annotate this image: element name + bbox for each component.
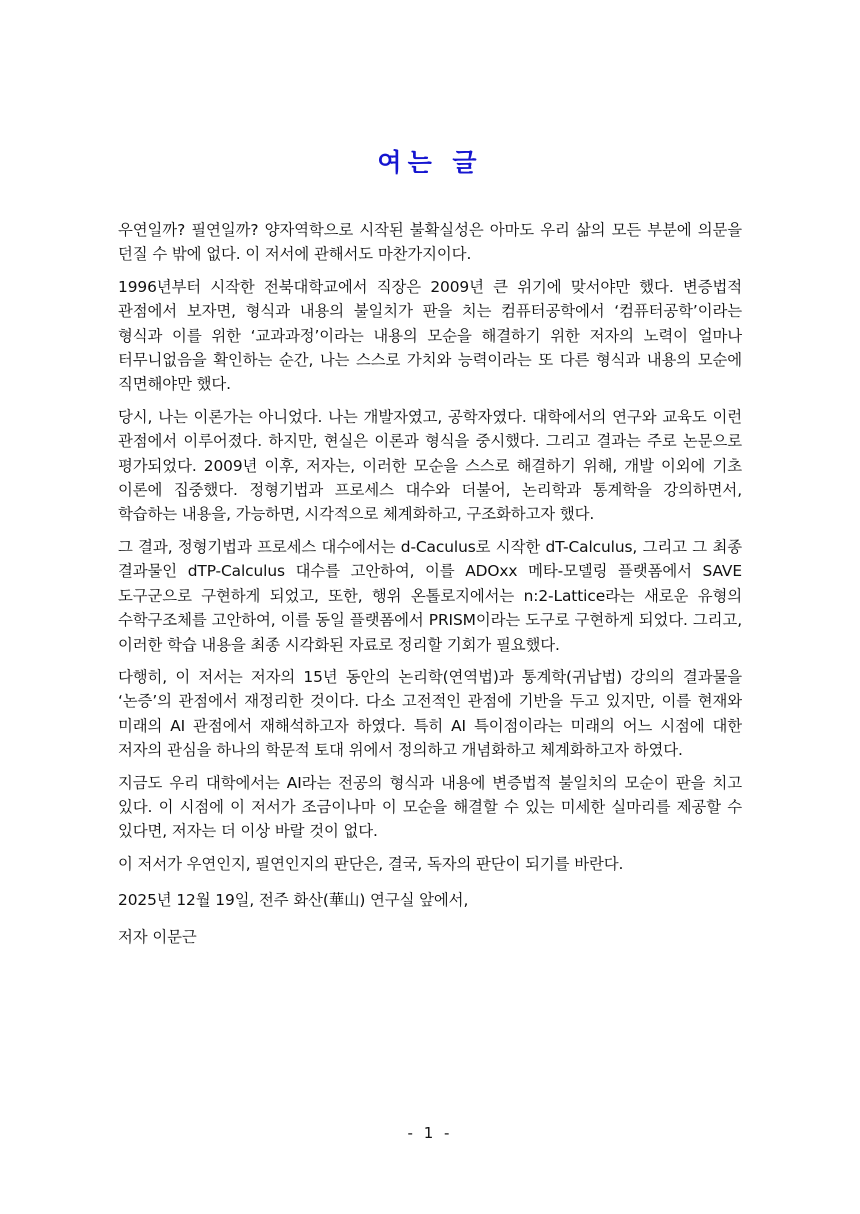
paragraph-5: 다행히, 이 저서는 저자의 15년 동안의 논리학(연역법)과 통계학(귀납법) 강의의 결과물을 ‘논증’의 관점에서 재정리한 것이다. 다소 고전적인 관점에 기반을 두고 있지만, 이를 현재와 미래의 AI 관점에서 재해석하고자 하였다. 특히 AI 특이점이라는 미래의 어느 시점에 대한 저자의 관심을 하나의 학문적 토대 위에서 정의하고 개념화하고 체계화하고자 하였다. [118, 667, 742, 760]
signature-author: 저자 이문근 [118, 927, 197, 946]
page-number: - 1 - [407, 1124, 453, 1142]
paragraph-4: 그 결과, 정형기법과 프로세스 대수에서는 d-Caculus로 시작한 dT-Calculus, 그리고 그 최종 결과물인 dTP-Calculus 대수를 고안하여, 이를 ADOxx 메타-모델링 플랫폼에서 SAVE 도구군으로 구현하게 되었고, 또한, 행위 온톨로지에서는 n:2-Lattice라는 새로운 유형의 수학구조체를 고안하여, 이를 동일 플랫폼에서 PRISM이라는 도구로 구현하게 되었다. 그리고, 이러한 학습 내용을 최종 시각화된 자료로 정리할 기회가 필요했다. [118, 537, 742, 654]
page-title: 여는 글 [377, 148, 483, 177]
body-text [118, 218, 742, 961]
paragraph-1: 우연일까? 필연일까? 양자역학으로 시작된 불확실성은 아마도 우리 삶의 모든 부분에 의문을 던질 수 밖에 없다. 이 저서에 관해서도 마찬가지이다. [118, 221, 742, 264]
paragraph-7: 이 저서가 우연인지, 필연인지의 판단은, 결국, 독자의 판단이 되기를 바란다. [118, 854, 624, 873]
signature-date-place: 2025년 12월 19일, 전주 화산(華山) 연구실 앞에서, [118, 891, 469, 910]
paragraph-2: 1996년부터 시작한 전북대학교에서 직장은 2009년 큰 위기에 맞서야만 했다. 변증법적 관점에서 보자면, 형식과 내용의 불일치가 판을 치는 컴퓨터공학에서 ‘컴퓨터공학’이라는 형식과 이를 위한 ‘교과과정’이라는 내용의 모순을 해결하기 위한 저자의 노력이 얼마나 터무니없음을 확인하는 순간, 나는 스스로 가치와 능력이라는 또 다른 형식과 내용의 모순에 직면해야만 했다. [118, 277, 742, 394]
paragraph-6: 지금도 우리 대학에서는 AI라는 전공의 형식과 내용에 변증법적 불일치의 모순이 판을 치고 있다. 이 시점에 이 저서가 조금이나마 이 모순을 해결할 수 있는 미세한 실마리를 제공할 수 있다면, 저자는 더 이상 바랄 것이 없다. [118, 773, 742, 841]
paragraph-3: 당시, 나는 이론가는 아니었다. 나는 개발자였고, 공학자였다. 대학에서의 연구와 교육도 이런 관점에서 이루어졌다. 하지만, 현실은 이론과 형식을 중시했다. 그리고 결과는 주로 논문으로 평가되었다. 2009년 이후, 저자는, 이러한 모순을 스스로 해결하기 위해, 개발 이외에 기초 이론에 집중했다. 정형기법과 프로세스 대수와 더불어, 논리학과 통계학을 강의하면서, 학습하는 내용을, 가능하면, 시각적으로 체계화하고, 구조화하고자 했다. [118, 407, 742, 524]
